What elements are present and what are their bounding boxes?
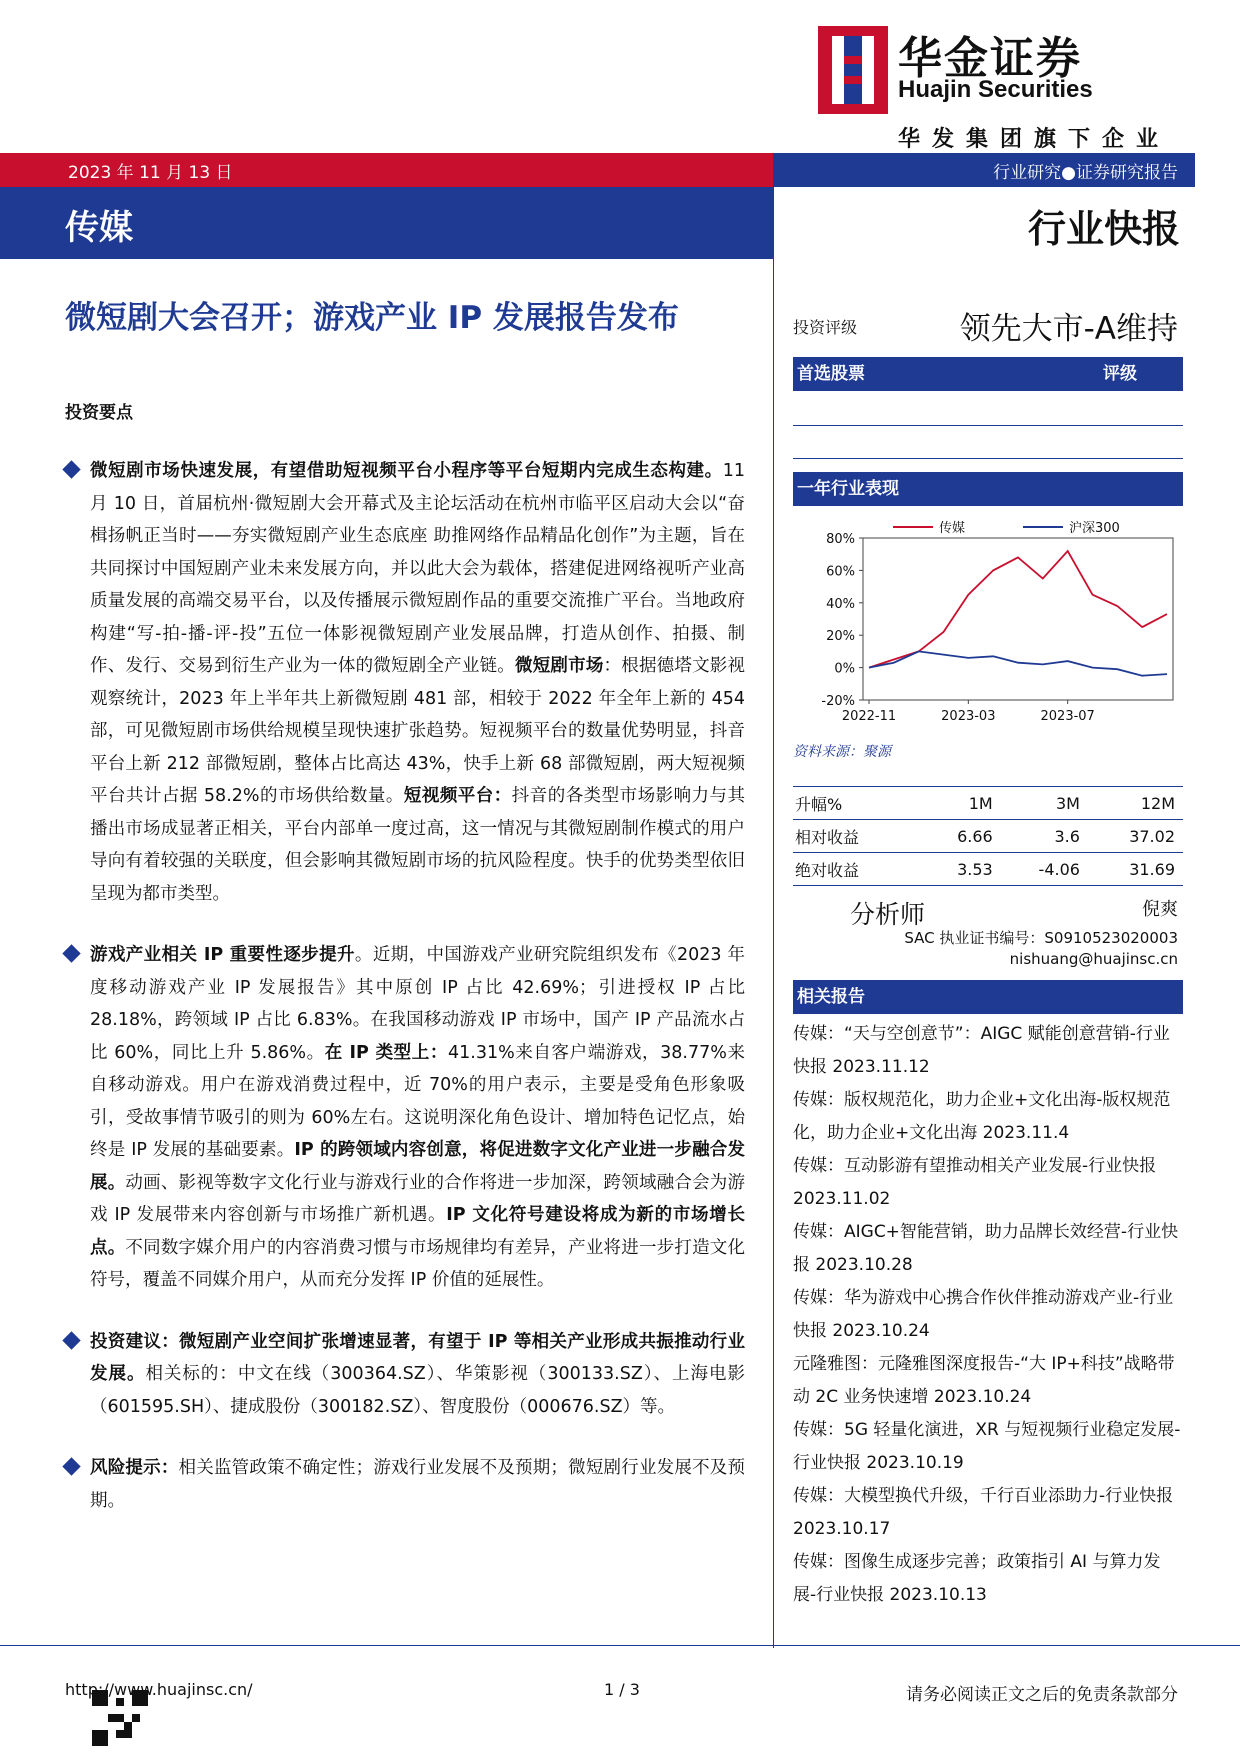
paragraph-text: 短视频平台： xyxy=(403,786,512,806)
series-line-media xyxy=(869,551,1167,668)
table-header-cell: 12M xyxy=(1088,787,1183,820)
y-tick-label: -20% xyxy=(821,694,855,709)
key-point-paragraph xyxy=(65,1326,745,1424)
legend-label: 沪深300 xyxy=(1069,521,1120,536)
footer-disclaimer: 请务必阅读正文之后的免责条款部分 xyxy=(906,1685,1178,1705)
paragraph-text: 在 IP 类型上： xyxy=(324,1042,448,1063)
section-tag: 行业研究●证券研究报告 xyxy=(993,163,1178,183)
column-divider xyxy=(773,153,774,1648)
industry-label: 传媒 xyxy=(65,208,133,248)
y-tick-label: 20% xyxy=(826,629,855,645)
series-line-csi300 xyxy=(869,651,1167,675)
huajin-logo-icon xyxy=(818,26,888,114)
related-reports-list xyxy=(793,1018,1183,1612)
key-point-paragraph xyxy=(65,939,745,1297)
stocks-row-line xyxy=(793,425,1183,426)
brand-name-cn: 华金证券 xyxy=(898,33,1082,84)
paragraph-text: IP 的跨领域内容创意，将促进数字文化产业进一步融合发展。 xyxy=(90,1140,745,1193)
x-tick-label: 2023-03 xyxy=(941,709,996,724)
x-tick-label: 2023-07 xyxy=(1040,709,1095,724)
y-tick-label: 60% xyxy=(826,564,855,580)
paragraph-text: 动画、影视等数字文化行业与游戏行业的合作将进一步加深，跨领域融合会为游戏 IP 发展带来内容创新与市场推广新机遇。 xyxy=(90,1172,746,1225)
table-cell: -4.06 xyxy=(1001,853,1088,886)
page-title: 微短剧大会召开；游戏产业 IP 发展报告发布 xyxy=(65,300,679,336)
paragraph-lead: 风险提示： xyxy=(90,1458,179,1478)
table-header-cell: 升幅% xyxy=(793,787,924,820)
diamond-bullet-icon xyxy=(62,460,80,478)
y-tick-label: 40% xyxy=(826,596,855,612)
paragraph-text: 相关监管政策不确定性；游戏行业发展不及预期；微短剧行业发展不及预期。 xyxy=(90,1458,746,1511)
table-header-cell: 3M xyxy=(1001,787,1088,820)
paragraph-text: 。近期，中国游戏产业研究院组织发布《2023 年度移动游戏产业 IP 发展报告》其中原创 IP 占比 42.69%；引进授权 IP 占比 28.18%，跨领域 IP 占比 6.83%。在我国移动游戏 IP 市场中，国产 IP 产品流水占比 60%，同比上升 5.86%。 xyxy=(90,945,745,1063)
paragraph-text: 抖音的各类型市场影响力与其播出市场成显著正相关，平台内部单一度过高，这一情况与其微短剧制作模式的用户导向有着较强的关联度，但会影响其微短剧市场的抗风险程度。快手的优势类型依旧呈现为都市类型。 xyxy=(90,786,746,904)
related-report-item[interactable]: 传媒：互动影游有望推动相关产业发展-行业快报 2023.11.02 xyxy=(793,1156,1157,1209)
paragraph-text: 微短剧市场 xyxy=(515,656,604,676)
key-point-paragraph xyxy=(65,1452,745,1517)
y-tick-label: 80% xyxy=(826,532,855,547)
paragraph-lead: 微短剧市场快速发展，有望借助短视频平台小程序等平台短期内完成生态构建。 xyxy=(90,461,723,481)
table-row xyxy=(793,820,1183,853)
x-tick-label: 2022-11 xyxy=(841,709,897,724)
table-header-cell: 1M xyxy=(924,787,1001,820)
table-cell: 37.02 xyxy=(1088,820,1183,853)
stocks-header xyxy=(793,357,1183,391)
paragraph-text: ：根据德塔文影视观察统计，2023 年上半年共上新微短剧 481 部，相较于 2022 年全年上新的 454 部，可见微短剧市场供给规模呈现快速扩张趋势。短视频平台的数量优势明显，抖音平台上新 212 部微短剧，整体占比高达 43%，快手上新 68 部微短剧，两大短视频平台共计占据 58.2%的市场供给数量。 xyxy=(90,656,746,806)
paragraph-text: 11 月 10 日，首届杭州·微短剧大会开幕式及主论坛活动在杭州市临平区启动大会以“奋楫扬帆正当时——夯实微短剧产业生态底座 助推网络作品精品化创作”为主题，旨在共同探讨中国短剧产业未来发展方向，并以此大会为载体，搭建促进网络视听产业高质量发展的高端交易平台，以及传播展示微短剧作品的重要交流推广平台。当地政府构建“写-拍-播-评-投”五位一体影视微短剧产业发展品牌，打造从创作、拍摄、制作、发行、交易到衍生产业为一体的微短剧全产业链。 xyxy=(90,461,745,676)
table-row xyxy=(793,853,1183,886)
related-report-item[interactable]: 传媒：“天与空创意节”：AIGC 赋能创意营销-行业快报 2023.11.12 xyxy=(793,1024,1170,1077)
y-tick-label: 0% xyxy=(834,661,855,677)
table-header-row xyxy=(793,787,1183,820)
related-report-item[interactable]: 传媒：版权规范化，助力企业+文化出海-版权规范化，助力企业+文化出海 2023.11.4 xyxy=(793,1090,1171,1143)
related-report-item[interactable]: 传媒：5G 轻量化演进，XR 与短视频行业稳定发展-行业快报 2023.10.19 xyxy=(793,1420,1181,1473)
table-cell: 绝对收益 xyxy=(793,853,924,886)
related-report-item[interactable]: 传媒：AIGC+智能营销，助力品牌长效经营-行业快报 2023.10.28 xyxy=(793,1222,1179,1275)
related-reports-heading: 相关报告 xyxy=(793,980,1183,1014)
table-cell: 6.66 xyxy=(924,820,1001,853)
diamond-bullet-icon xyxy=(62,1457,80,1475)
brand-name-en: Huajin Securities xyxy=(898,76,1093,103)
performance-table xyxy=(793,786,1183,886)
key-point-paragraph xyxy=(65,455,745,910)
table-cell: 3.53 xyxy=(924,853,1001,886)
paragraph-lead: 投资建议：微短剧产业空间扩张增速显著，有望于 IP 等相关产业形成共振推动行业发展。 xyxy=(90,1331,745,1384)
paragraph-lead: 游戏产业相关 IP 重要性逐步提升 xyxy=(90,945,355,965)
related-report-item[interactable]: 传媒：图像生成逐步完善；政策指引 AI 与算力发展-行业快报 2023.10.13 xyxy=(793,1552,1161,1605)
stocks-row-line xyxy=(793,458,1183,459)
diamond-bullet-icon xyxy=(62,1331,80,1349)
chart-source: 资料来源：聚源 xyxy=(793,744,891,760)
legend-label: 传媒 xyxy=(939,521,966,536)
analyst-sac: SAC 执业证书编号：S0910523020003 xyxy=(904,929,1178,947)
key-points-heading: 投资要点 xyxy=(65,403,133,423)
analyst-email[interactable]: nishuang@huajinsc.cn xyxy=(1009,950,1178,968)
table-cell: 31.69 xyxy=(1088,853,1183,886)
report-type: 行业快报 xyxy=(1027,207,1180,251)
table-cell: 相对收益 xyxy=(793,820,924,853)
brand-subtitle: 华发集团旗下企业 xyxy=(898,127,1171,152)
paragraph-text: 不同数字媒介用户的内容消费习惯与市场规律均有差异，产业将进一步打造文化符号，覆盖不同媒介用户，从而充分发挥 IP 价值的延展性。 xyxy=(90,1237,746,1290)
paragraph-text: IP 文化符号建设将成为新的市场增长点。 xyxy=(90,1205,745,1258)
paragraph-text: 41.31%来自客户端游戏，38.77%来自移动游戏。用户在游戏消费过程中，近 70%的用户表示，主要是受角色形象吸引，受故事情节吸引的则为 60%左右。这说明深化角色设计、增加特色记忆点，始终是 IP 发展的基础要素。 xyxy=(90,1042,745,1160)
footer-url[interactable]: http://www.huajinsc.cn/ xyxy=(65,1680,253,1699)
table-cell: 3.6 xyxy=(1001,820,1088,853)
performance-heading: 一年行业表现 xyxy=(793,472,1183,506)
stocks-col-rating: 评级 xyxy=(1103,364,1137,384)
analyst-name: 倪爽 xyxy=(1142,899,1178,920)
footer-divider xyxy=(0,1645,1240,1646)
rating-label: 投资评级 xyxy=(793,318,858,337)
related-report-item[interactable]: 传媒：华为游戏中心携合作伙伴推动游戏产业-行业快报 2023.10.24 xyxy=(793,1288,1174,1341)
report-date: 2023 年 11 月 13 日 xyxy=(68,163,233,183)
industry-performance-chart xyxy=(793,515,1183,735)
related-report-item[interactable]: 传媒：大模型换代升级，千行百业添助力-行业快报 2023.10.17 xyxy=(793,1486,1174,1539)
related-report-item[interactable]: 元隆雅图：元隆雅图深度报告-“大 IP+科技”战略带动 2C 业务快速增 2023.10.24 xyxy=(793,1354,1175,1407)
stocks-col-stock: 首选股票 xyxy=(797,364,865,384)
rating-value: 领先大市-A维持 xyxy=(959,311,1178,347)
chart-plot-area xyxy=(863,538,1173,700)
analyst-title: 分析师 xyxy=(850,900,926,929)
company-logo xyxy=(818,22,1178,150)
key-points-body xyxy=(65,455,745,1546)
paragraph-text: 相关标的：中文在线（300364.SZ）、华策影视（300133.SZ）、上海电影（601595.SH）、捷成股份（300182.SZ）、智度股份（000676.SZ）等。 xyxy=(90,1364,745,1417)
diamond-bullet-icon xyxy=(62,944,80,962)
page-number: 1 / 3 xyxy=(604,1680,640,1699)
